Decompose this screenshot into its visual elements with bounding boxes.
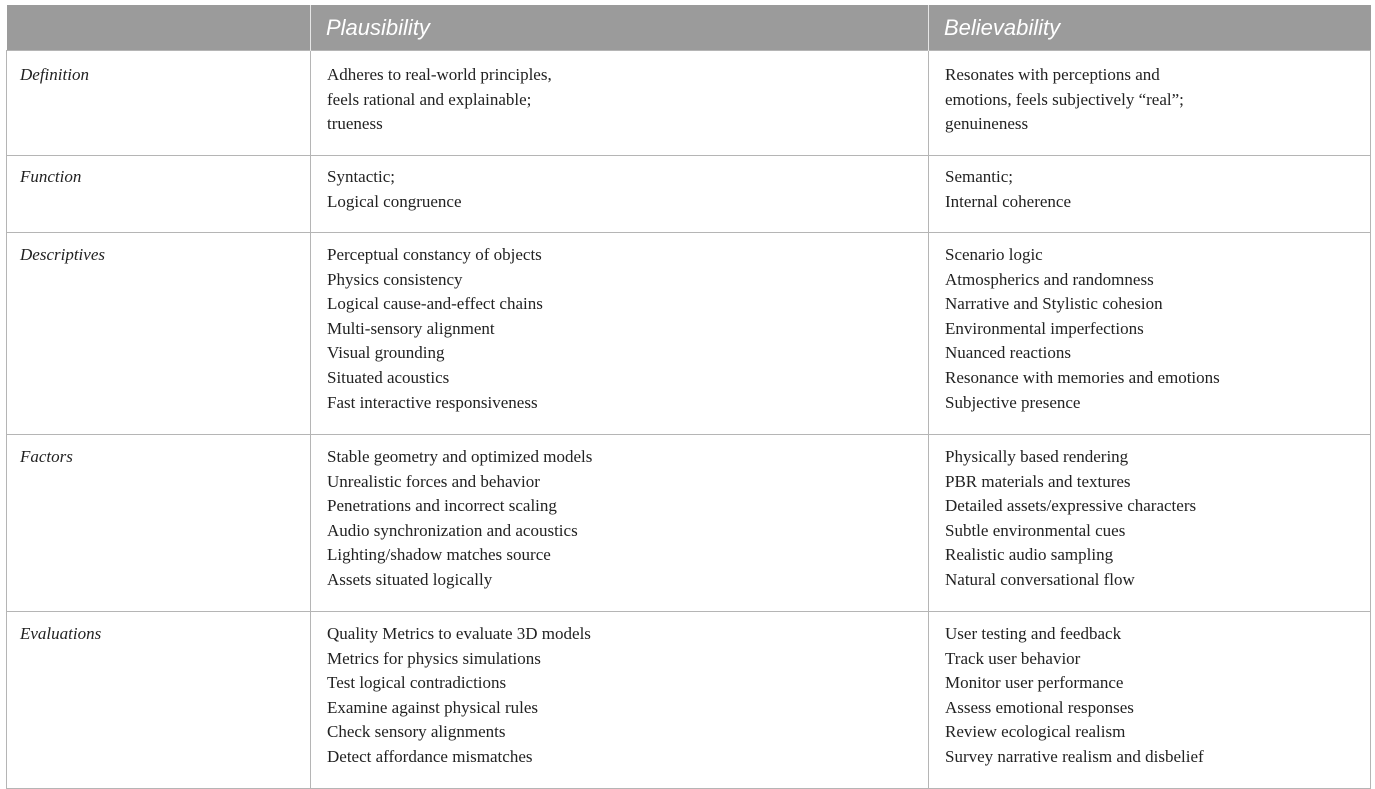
cell-line: Examine against physical rules — [327, 697, 539, 717]
cell-line: Nuanced reactions — [945, 343, 1072, 363]
cell-line: feels rational and explainable; — [327, 89, 532, 109]
table-row-evaluations — [7, 612, 1371, 789]
cell-line: Resonance with memories and emotions — [945, 367, 1220, 387]
table-row-function — [7, 156, 1371, 233]
header-corner-cell — [7, 5, 311, 51]
cell-line: Survey narrative realism and disbelief — [945, 746, 1204, 766]
header-row — [7, 5, 1371, 51]
row-label-definition: Definition — [7, 51, 311, 156]
cell-line: genuineness — [945, 114, 1029, 134]
cell-line: Physics consistency — [327, 269, 463, 289]
header-believability: Believability — [929, 5, 1371, 51]
cell-line: Penetrations and incorrect scaling — [327, 496, 557, 516]
cell-function-believability — [929, 156, 1371, 233]
cell-line: Physically based rendering — [945, 447, 1129, 466]
cell-line: Audio synchronization and acoustics — [327, 520, 578, 540]
comparison-table-container — [6, 5, 1370, 789]
row-label-evaluations: Evaluations — [7, 612, 311, 789]
cell-line: Resonates with perceptions and — [945, 65, 1160, 84]
cell-definition-plausibility — [311, 51, 929, 156]
cell-line: Monitor user performance — [945, 673, 1124, 693]
cell-factors-plausibility — [311, 435, 929, 612]
cell-line: Narrative and Stylistic cohesion — [945, 294, 1163, 314]
cell-line: Subtle environmental cues — [945, 520, 1126, 540]
cell-line: Semantic; — [945, 167, 1013, 186]
row-label-function: Function — [7, 156, 311, 233]
cell-line: Lighting/shadow matches source — [327, 545, 551, 565]
cell-line: Natural conversational flow — [945, 569, 1135, 589]
cell-function-plausibility — [311, 156, 929, 233]
cell-line: Realistic audio sampling — [945, 545, 1114, 565]
cell-line: Environmental imperfections — [945, 318, 1144, 338]
cell-descriptives-believability — [929, 233, 1371, 435]
table-row-definition — [7, 51, 1371, 156]
cell-line: emotions, feels subjectively “real”; — [945, 89, 1184, 109]
cell-line: Visual grounding — [327, 343, 445, 363]
table-row-descriptives — [7, 233, 1371, 435]
cell-line: Stable geometry and optimized models — [327, 447, 593, 466]
cell-line: Scenario logic — [945, 245, 1043, 264]
cell-definition-believability — [929, 51, 1371, 156]
cell-line: User testing and feedback — [945, 624, 1122, 643]
table-header — [7, 5, 1371, 51]
cell-line: Adheres to real-world principles, — [327, 65, 552, 84]
cell-line: Check sensory alignments — [327, 722, 506, 742]
cell-line: Quality Metrics to evaluate 3D models — [327, 624, 591, 643]
cell-line: Syntactic; — [327, 167, 395, 186]
cell-descriptives-plausibility — [311, 233, 929, 435]
cell-line: Review ecological realism — [945, 722, 1126, 742]
cell-line: PBR materials and textures — [945, 471, 1131, 491]
cell-line: Metrics for physics simulations — [327, 648, 541, 668]
table-body — [7, 51, 1371, 789]
plausibility-believability-table — [6, 5, 1371, 789]
cell-line: Perceptual constancy of objects — [327, 245, 542, 264]
table-row-factors — [7, 435, 1371, 612]
cell-line: Track user behavior — [945, 648, 1081, 668]
cell-line: Detailed assets/expressive characters — [945, 496, 1197, 516]
cell-line: Logical congruence — [327, 191, 462, 211]
row-label-factors: Factors — [7, 435, 311, 612]
cell-line: Detect affordance mismatches — [327, 746, 533, 766]
cell-line: Internal coherence — [945, 191, 1071, 211]
cell-line: Situated acoustics — [327, 367, 450, 387]
cell-evaluations-believability — [929, 612, 1371, 789]
cell-factors-believability — [929, 435, 1371, 612]
cell-line: Assets situated logically — [327, 569, 493, 589]
cell-line: trueness — [327, 114, 383, 134]
cell-line: Assess emotional responses — [945, 697, 1134, 717]
header-plausibility: Plausibility — [311, 5, 929, 51]
cell-line: Atmospherics and randomness — [945, 269, 1154, 289]
cell-line: Unrealistic forces and behavior — [327, 471, 540, 491]
cell-line: Subjective presence — [945, 392, 1081, 412]
row-label-descriptives: Descriptives — [7, 233, 311, 435]
cell-evaluations-plausibility — [311, 612, 929, 789]
cell-line: Test logical contradictions — [327, 673, 507, 693]
cell-line: Multi-sensory alignment — [327, 318, 495, 338]
cell-line: Logical cause-and-effect chains — [327, 294, 543, 314]
cell-line: Fast interactive responsiveness — [327, 392, 538, 412]
